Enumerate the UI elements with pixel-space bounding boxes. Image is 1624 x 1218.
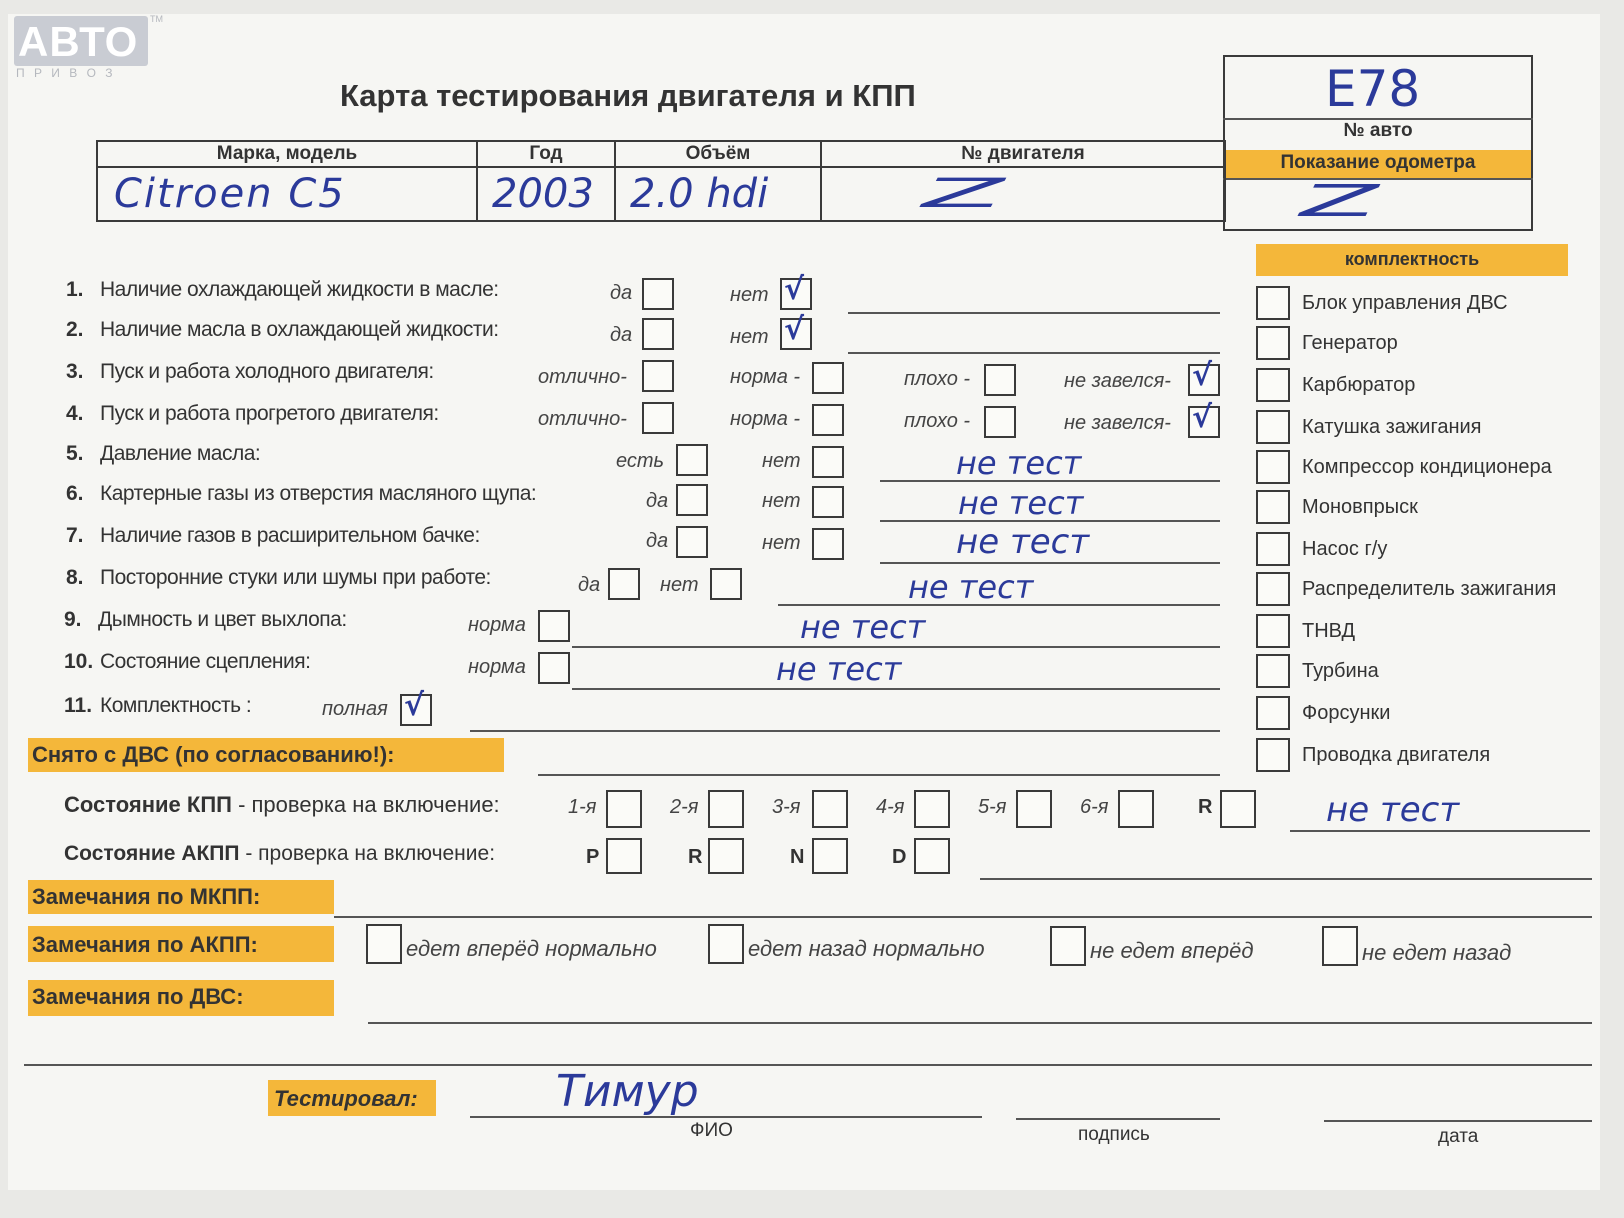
akpp-mode-r-label: R (688, 846, 703, 868)
komplekt-item-generator: Генератор (1302, 332, 1398, 354)
q3-checkbox-not-started[interactable] (1188, 358, 1220, 396)
remarks-mkpp-label: Замечания по МКПП: (32, 884, 261, 909)
komplekt-item-mono-injection: Моновпрыск (1302, 496, 1418, 518)
q1-text: Наличие охлаждающей жидкости в масле: (100, 278, 499, 301)
logo-text: АВТО (18, 18, 139, 65)
akpp-label-rest: - проверка на включение: (239, 842, 496, 865)
komplekt-checkbox-ecu[interactable] (1256, 286, 1290, 320)
q9-note-line (572, 646, 1220, 648)
akpp-backward-ok-label: едет назад нормально (748, 936, 985, 961)
komplekt-checkbox-generator[interactable] (1256, 326, 1290, 360)
komplekt-checkbox-turbo[interactable] (1256, 654, 1290, 688)
remarks-dvs-line-2 (24, 1064, 1592, 1066)
q5-number: 5. (66, 442, 84, 465)
q2-option-yes: да (610, 324, 633, 346)
q3-text: Пуск и работа холодного двигателя: (100, 360, 434, 383)
kpp-gear-6-label: 6-я (1080, 796, 1109, 818)
akpp-label (64, 842, 495, 866)
akpp-label-bold: Состояние АКПП (64, 842, 240, 865)
odometer-value: Z (1300, 176, 1379, 227)
akpp-mode-d-checkbox[interactable] (914, 838, 950, 874)
q10-option-normal: норма (468, 656, 526, 678)
q4-option-excellent: отлично- (538, 408, 627, 430)
komplekt-item-ignition-coil: Катушка зажигания (1302, 416, 1482, 438)
akpp-mode-n-checkbox[interactable] (812, 838, 848, 874)
kpp-gear-5-checkbox[interactable] (1016, 790, 1052, 828)
q4-checkbox-not-started[interactable] (1188, 400, 1220, 438)
komplekt-item-carburetor: Карбюратор (1302, 374, 1416, 396)
tested-fio-line (470, 1116, 982, 1118)
q6-option-no: нет (762, 490, 801, 512)
q5-checkbox-yes[interactable] (676, 444, 708, 476)
header-brand-model: Марка, модель (216, 143, 358, 164)
q1-checkbox-no[interactable] (780, 272, 812, 310)
header-engine-number: № двигателя (961, 143, 1085, 164)
akpp-no-backward-checkbox[interactable] (1322, 926, 1358, 966)
akpp-mode-n-label: N (790, 846, 805, 868)
q3-checkbox-normal[interactable] (812, 362, 844, 394)
q9-option-normal: норма (468, 614, 526, 636)
akpp-mode-r-checkbox[interactable] (708, 838, 744, 874)
q10-checkbox-normal[interactable] (538, 652, 570, 684)
kpp-gear-6-checkbox[interactable] (1118, 790, 1154, 828)
komplekt-checkbox-power-steering-pump[interactable] (1256, 532, 1290, 566)
remarks-dvs-label: Замечания по ДВС: (32, 984, 244, 1009)
q8-number: 8. (66, 566, 84, 589)
q3-option-not-started: не завелся- (1064, 370, 1171, 392)
q8-checkbox-no[interactable] (710, 568, 742, 600)
q1-note-line (848, 312, 1220, 314)
q2-check-mark: √ (784, 312, 805, 347)
kpp-label-bold: Состояние КПП (64, 792, 232, 817)
q6-option-yes: да (646, 490, 669, 512)
q4-checkbox-normal[interactable] (812, 404, 844, 436)
q7-option-no: нет (762, 532, 801, 554)
q3-option-excellent: отлично- (538, 366, 627, 388)
komplekt-item-power-steering-pump: Насос г/у (1302, 538, 1388, 560)
kpp-gear-r-checkbox[interactable] (1220, 790, 1256, 828)
car-number-label: № авто (1343, 120, 1413, 141)
tested-podpis-label: подпись (1078, 1124, 1150, 1145)
kpp-gear-2-checkbox[interactable] (708, 790, 744, 828)
kpp-gear-4-label: 4-я (876, 796, 905, 818)
odometer-label: Показание одометра (1280, 152, 1476, 173)
q1-number: 1. (66, 278, 84, 301)
removed-line (538, 774, 1220, 776)
akpp-forward-ok-checkbox[interactable] (366, 924, 402, 964)
komplekt-checkbox-injectors[interactable] (1256, 696, 1290, 730)
remarks-akpp-label: Замечания по АКПП: (32, 932, 258, 957)
q7-note-line (880, 562, 1220, 564)
car-info-table (96, 140, 1226, 222)
tested-date-line (1324, 1120, 1592, 1122)
q5-option-yes: есть (616, 450, 665, 472)
akpp-forward-ok-label: едет вперёд нормально (406, 936, 657, 961)
akpp-backward-ok-checkbox[interactable] (708, 924, 744, 964)
value-brand-model: Citroen C5 (114, 171, 346, 217)
q7-number: 7. (66, 524, 84, 547)
akpp-mode-d-label: D (892, 846, 907, 868)
komplekt-item-wiring: Проводка двигателя (1302, 744, 1491, 766)
q6-note: не тест (958, 484, 1084, 522)
q3-check-mark: √ (1192, 358, 1213, 393)
q2-option-no: нет (730, 326, 769, 348)
q9-checkbox-normal[interactable] (538, 610, 570, 642)
q6-text: Картерные газы из отверстия масляного щупа: (100, 482, 537, 505)
q11-text: Комплектность : (100, 694, 252, 717)
q2-note-line (848, 352, 1220, 354)
komplekt-checkbox-mono-injection[interactable] (1256, 490, 1290, 524)
q2-number: 2. (66, 318, 84, 341)
q8-option-no: нет (660, 574, 699, 596)
tested-fio-label: ФИО (690, 1120, 733, 1141)
kpp-note: не тест (1326, 790, 1460, 830)
q5-note: не тест (956, 444, 1082, 482)
header-volume: Объём (685, 143, 751, 164)
q3-checkbox-bad[interactable] (984, 364, 1016, 396)
logo-sub: П Р И В О З (16, 66, 116, 80)
tested-date-label: дата (1438, 1126, 1479, 1147)
q2-checkbox-yes[interactable] (642, 318, 674, 350)
kpp-gear-2-label: 2-я (670, 796, 699, 818)
value-volume: 2.0 hdi (630, 171, 769, 217)
kpp-gear-4-checkbox[interactable] (914, 790, 950, 828)
akpp-mode-p-checkbox[interactable] (606, 838, 642, 874)
q10-note: не тест (776, 650, 902, 688)
avtoprivoz-logo (14, 16, 148, 66)
q2-checkbox-no[interactable] (780, 312, 812, 350)
kpp-gear-3-label: 3-я (772, 796, 801, 818)
q5-note-line (880, 480, 1220, 482)
q8-note-line (778, 604, 1220, 606)
akpp-mode-p-label: P (586, 846, 600, 868)
q11-number: 11. (64, 694, 93, 717)
q4-number: 4. (66, 402, 84, 425)
komplekt-checkbox-carburetor[interactable] (1256, 368, 1290, 402)
q5-text: Давление масла: (100, 442, 261, 465)
q5-checkbox-no[interactable] (812, 446, 844, 478)
page-title: Карта тестирования двигателя и КПП (340, 78, 916, 113)
kpp-label (64, 792, 500, 818)
tested-signature: Тимур (556, 1066, 699, 1117)
komplekt-item-distributor: Распределитель зажигания (1302, 578, 1557, 600)
kpp-gear-r-label: R (1198, 796, 1213, 818)
q7-option-yes: да (646, 530, 669, 552)
q4-check-mark: √ (1192, 400, 1213, 435)
q11-check-mark: √ (404, 688, 425, 723)
q3-option-normal: норма - (730, 366, 801, 388)
q10-note-line (572, 688, 1220, 690)
logo-tm: TM (150, 14, 163, 24)
q4-option-normal: норма - (730, 408, 801, 430)
q8-checkbox-yes[interactable] (608, 568, 640, 600)
value-engine-number: Z (922, 171, 1005, 217)
q9-text: Дымность и цвет выхлопа: (98, 608, 347, 631)
q7-checkbox-yes[interactable] (676, 526, 708, 558)
value-year: 2003 (492, 171, 594, 217)
tested-signature-line (1016, 1118, 1220, 1120)
komplekt-item-ac-compressor: Компрессор кондиционера (1302, 456, 1552, 478)
akpp-no-forward-checkbox[interactable] (1050, 926, 1086, 966)
kpp-gear-3-checkbox[interactable] (812, 790, 848, 828)
q8-text: Посторонние стуки или шумы при работе: (100, 566, 491, 589)
akpp-no-forward-label: не едет вперёд (1090, 938, 1254, 963)
akpp-no-backward-label: не едет назад (1362, 940, 1512, 965)
komplekt-checkbox-wiring[interactable] (1256, 738, 1290, 772)
q8-option-yes: да (578, 574, 601, 596)
q4-checkbox-bad[interactable] (984, 406, 1016, 438)
komplekt-item-injectors: Форсунки (1302, 702, 1391, 724)
kpp-note-line (1290, 830, 1590, 832)
q3-checkbox-excellent[interactable] (642, 360, 674, 392)
remarks-dvs-line-1 (368, 1022, 1592, 1024)
komplekt-checkbox-ignition-coil[interactable] (1256, 410, 1290, 444)
car-number-value: E78 (1325, 60, 1421, 118)
tested-label: Тестировал: (274, 1086, 418, 1111)
remarks-mkpp-line (334, 916, 1592, 918)
q4-text: Пуск и работа прогретого двигателя: (100, 402, 439, 425)
q10-text: Состояние сцепления: (100, 650, 311, 673)
q1-checkbox-yes[interactable] (642, 278, 674, 310)
q6-checkbox-no[interactable] (812, 486, 844, 518)
removed-label: Снято с ДВС (по согласованию!): (32, 742, 395, 767)
q11-option-full: полная (322, 698, 388, 720)
q7-text: Наличие газов в расширительном бачке: (100, 524, 480, 547)
q11-checkbox-full[interactable] (400, 688, 432, 726)
q1-option-no: нет (730, 284, 769, 306)
q3-number: 3. (66, 360, 84, 383)
q6-number: 6. (66, 482, 84, 505)
q1-check-mark: √ (784, 272, 805, 307)
q3-option-bad: плохо - (904, 368, 971, 390)
q4-option-bad: плохо - (904, 410, 971, 432)
komplekt-checkbox-distributor[interactable] (1256, 572, 1290, 606)
q5-option-no: нет (762, 450, 801, 472)
q1-option-yes: да (610, 282, 633, 304)
akpp-note-line (980, 878, 1592, 880)
q11-note-line (470, 730, 1220, 732)
kpp-label-rest: - проверка на включение: (231, 792, 500, 817)
q4-checkbox-excellent[interactable] (642, 402, 674, 434)
q4-option-not-started: не завелся- (1064, 412, 1171, 434)
q7-checkbox-no[interactable] (812, 528, 844, 560)
kpp-gear-1-checkbox[interactable] (606, 790, 642, 828)
q8-note: не тест (908, 568, 1034, 606)
q9-note: не тест (800, 608, 926, 646)
kpp-gear-1-label: 1-я (568, 796, 597, 818)
komplekt-item-injection-pump: ТНВД (1302, 620, 1356, 642)
kpp-gear-5-label: 5-я (978, 796, 1007, 818)
q9-number: 9. (64, 608, 82, 631)
q6-checkbox-yes[interactable] (676, 484, 708, 516)
q2-text: Наличие масла в охлаждающей жидкости: (100, 318, 499, 341)
komplekt-checkbox-ac-compressor[interactable] (1256, 450, 1290, 484)
q10-number: 10. (64, 650, 94, 673)
q7-note: не тест (956, 522, 1090, 562)
komplekt-checkbox-injection-pump[interactable] (1256, 614, 1290, 648)
header-year: Год (529, 143, 563, 164)
komplekt-title: комплектность (1344, 249, 1480, 269)
komplekt-item-turbo: Турбина (1302, 660, 1379, 682)
komplekt-item-ecu: Блок управления ДВС (1302, 292, 1508, 314)
